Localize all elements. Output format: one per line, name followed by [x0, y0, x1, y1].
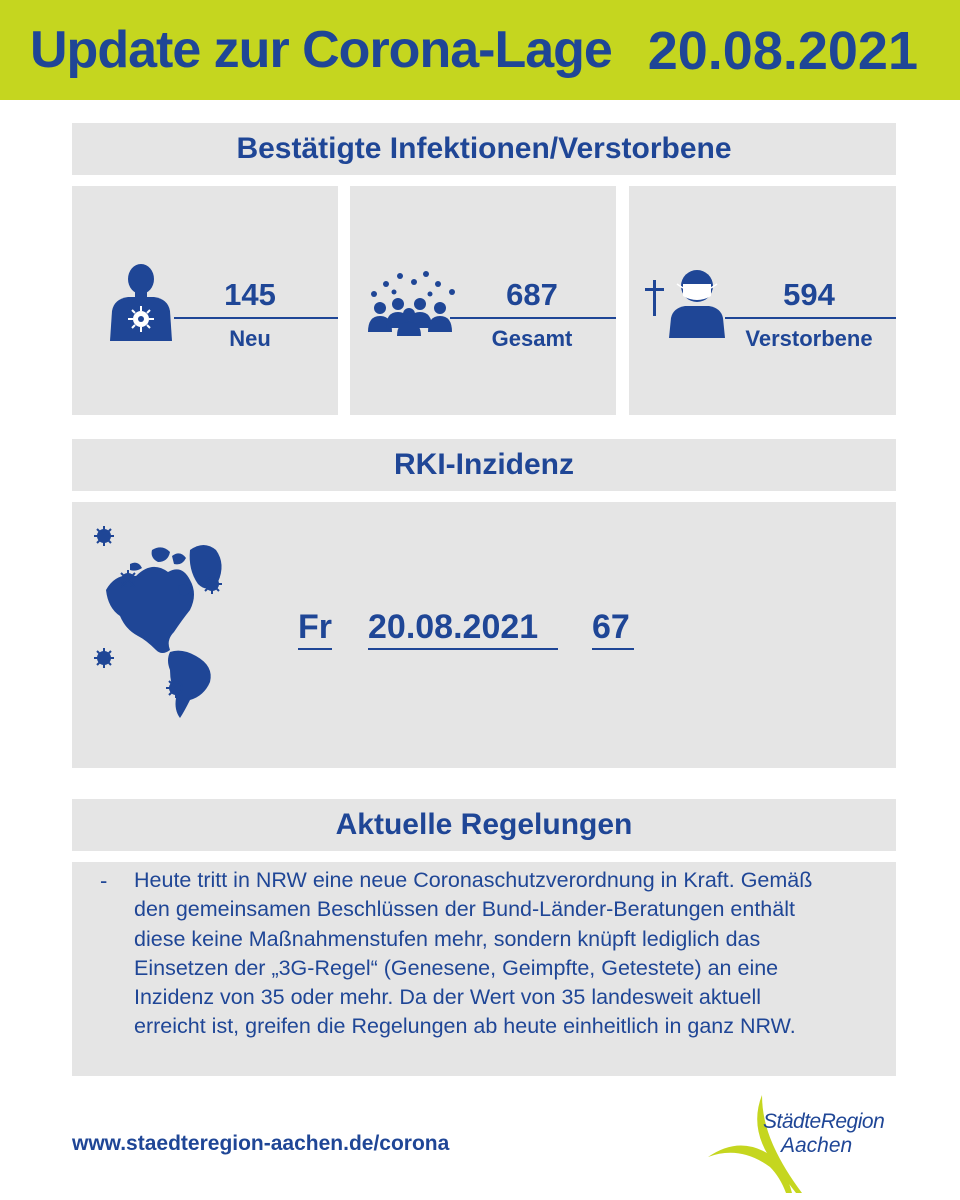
rki-value: 67 [592, 608, 630, 646]
rule-line: diese keine Maßnahmenstufen mehr, sondern knüpft lediglich das [134, 926, 761, 951]
stat-card-new [72, 186, 338, 415]
rki-day-underline [298, 648, 332, 650]
deaths-underline [725, 317, 896, 319]
stat-card-total [350, 186, 616, 415]
footer-url-link[interactable]: www.staedteregion-aachen.de/corona [72, 1132, 450, 1155]
rule-line: erreicht ist, greifen die Regelungen ab heute einheitlich in ganz NRW. [134, 1014, 796, 1039]
infections-title-text: Bestätigte Infektionen/Verstorbene [236, 132, 732, 165]
new-cases-label: Neu [229, 326, 271, 351]
page-title: Update zur Corona-Lage [30, 21, 612, 79]
rule-line: den gemeinsamen Beschlüssen der Bund-Länder-Beratungen enthält [134, 897, 795, 922]
rki-panel [72, 502, 896, 768]
rule-bullet: - [100, 868, 108, 893]
rule-line: Heute tritt in NRW eine neue Coronaschutzverordnung in Kraft. Gemäß [134, 868, 813, 892]
crowd-virus-icon [364, 270, 460, 336]
total-cases-underline [450, 317, 616, 319]
rki-date: 20.08.2021 [368, 608, 539, 646]
header-bar [0, 0, 960, 100]
rules-section-title [72, 799, 896, 851]
masked-person-cross-icon [639, 266, 735, 338]
new-cases-underline [174, 317, 338, 319]
stat-card-deaths [629, 186, 896, 415]
infections-section-title [72, 123, 896, 175]
rule-line: Inzidenz von 35 oder mehr. Da der Wert von 35 landesweit aktuell [134, 985, 762, 1010]
rule-text [134, 866, 894, 1042]
rki-title-text: RKI-Inzidenz [394, 448, 574, 481]
rule-line: Einsetzen der „3G-Regel“ (Genesene, Geimpfte, Getestete) an eine [134, 955, 779, 980]
person-virus-icon [106, 263, 176, 343]
total-cases-label: Gesamt [491, 326, 573, 351]
americas-map-virus-icon [86, 520, 246, 720]
deaths-value: 594 [783, 277, 835, 312]
logo-text-line2: Aachen [781, 1134, 853, 1157]
header-date: 20.08.2021 [647, 21, 918, 81]
deaths-label: Verstorbene [745, 326, 873, 351]
rki-value-underline [592, 648, 634, 650]
new-cases-value: 145 [224, 277, 276, 312]
rki-section-title [72, 439, 896, 491]
logo-text-line1: StädteRegion [763, 1110, 885, 1133]
rki-date-underline [368, 648, 558, 650]
rules-title-text: Aktuelle Regelungen [335, 808, 633, 841]
rki-day: Fr [298, 608, 332, 646]
total-cases-value: 687 [506, 277, 558, 312]
